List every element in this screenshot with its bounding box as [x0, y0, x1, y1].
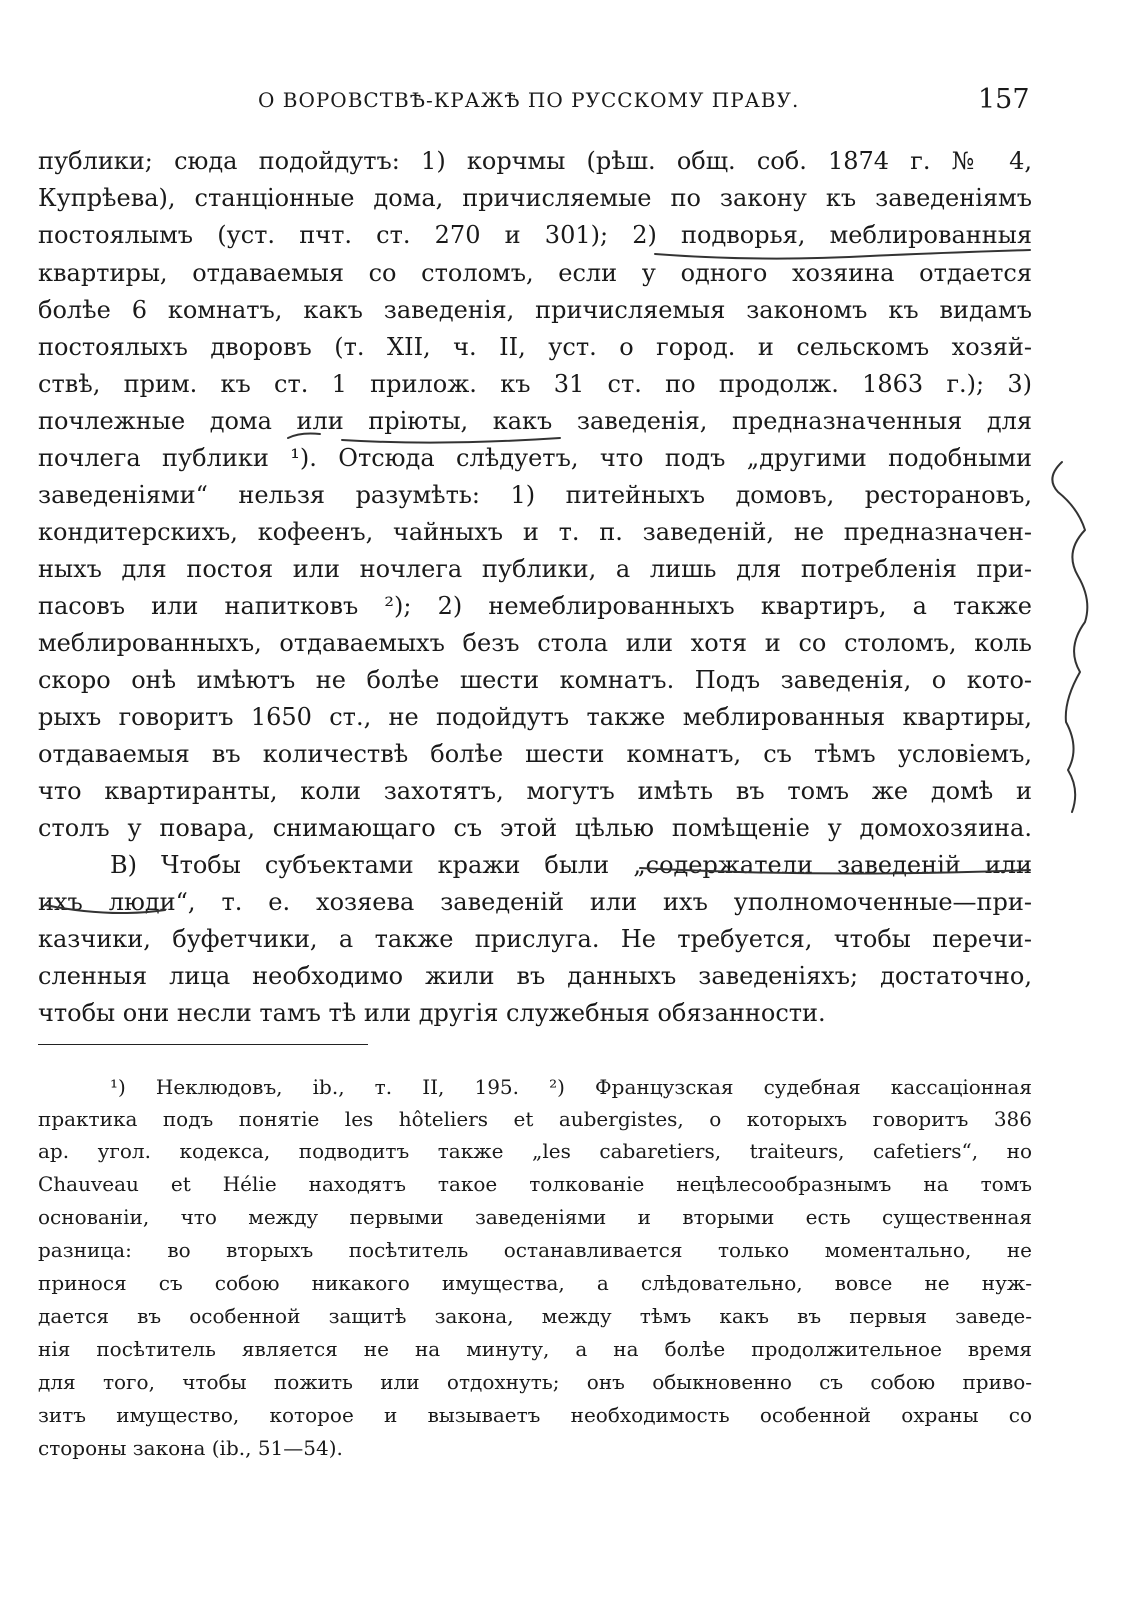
body-line: чтобы они несли тамъ тѣ или другія служебныя обязанности.: [38, 999, 826, 1027]
footnote-line: нія посѣтитель является не на минуту, а на болѣе продолжительное время: [38, 1337, 1032, 1361]
footnote-divider: [38, 1044, 368, 1045]
footnote-line: разница: во вторыхъ посѣтитель останавливается только моментально, не: [38, 1238, 1032, 1262]
footnote-line: Chauveau et Hélie находятъ такое толкованіе нецѣлесообразнымъ на томъ: [38, 1172, 1032, 1196]
footnote-line: принося съ собою никакого имущества, а слѣдовательно, вовсе не нуж-: [38, 1271, 1032, 1295]
footnote-line: дается въ особенной защитѣ закона, между тѣмъ какъ въ первыя заведе-: [38, 1304, 1032, 1328]
pencil-margin-bracket: [1052, 462, 1087, 812]
body-line: заведеніями“ нельзя разумѣть: 1) питейныхъ домовъ, ресторановъ,: [38, 481, 1032, 509]
body-line: столъ у повара, снимающаго съ этой цѣлью помѣщеніе у домохозяина.: [38, 814, 1032, 842]
body-line-indented: В) Чтобы субъектами кражи были „содержатели заведеній или: [110, 851, 1032, 879]
body-line: отдаваемыя въ количествѣ болѣе шести комнатъ, съ тѣмъ условіемъ,: [38, 740, 1032, 768]
body-line: ныхъ для постоя или ночлега публики, а лишь для потребленія при-: [38, 555, 1032, 583]
body-line: скоро онѣ имѣютъ не болѣе шести комнатъ. Подъ заведенія, о кото-: [38, 666, 1032, 694]
footnote-line-indented: ¹) Неклюдовъ, ib., т. II, 195. ²) Французская судебная кассаціонная: [110, 1075, 1032, 1099]
footnote-line: для того, чтобы пожить или отдохнуть; онъ обыкновенно съ собою приво-: [38, 1370, 1032, 1394]
body-line: болѣе 6 комнатъ, какъ заведенія, причисляемыя закономъ къ видамъ: [38, 296, 1032, 324]
body-line: постоялымъ (уст. пчт. ст. 270 и 301); 2) подворья, меблированныя: [38, 221, 1032, 249]
footnote-line: зитъ имущество, которое и вызываетъ необходимость особенной охраны со: [38, 1403, 1032, 1427]
footnote-line: ар. угол. кодекса, подводитъ также „les cabaretiers, traiteurs, cafetiers“, но: [38, 1139, 1032, 1163]
body-line: рыхъ говоритъ 1650 ст., не подойдутъ также меблированныя квартиры,: [38, 703, 1032, 731]
body-line: постоялыхъ дворовъ (т. XII, ч. II, уст. о город. и сельскомъ хозяй-: [38, 333, 1032, 361]
body-line: Купрѣева), станціонные дома, причисляемые по закону къ заведеніямъ: [38, 184, 1032, 212]
body-line: меблированныхъ, отдаваемыхъ безъ стола или хотя и со столомъ, коль: [38, 629, 1032, 657]
body-line: почлега публики ¹). Отсюда слѣдуетъ, что подъ „другими подобными: [38, 444, 1032, 472]
page-number: 157: [978, 84, 1030, 115]
footnote-line: основаніи, что между первыми заведеніями и вторыми есть существенная: [38, 1205, 1032, 1229]
body-line: почлежные дома или пріюты, какъ заведенія, предназначенныя для: [38, 407, 1032, 435]
body-line: сленныя лица необходимо жили въ данныхъ заведеніяхъ; достаточно,: [38, 962, 1032, 990]
body-line: кондитерскихъ, кофеенъ, чайныхъ и т. п. заведеній, не предназначен-: [38, 518, 1032, 546]
body-line: пасовъ или напитковъ ²); 2) немеблированныхъ квартиръ, а также: [38, 592, 1032, 620]
body-line: квартиры, отдаваемыя со столомъ, если у одного хозяина отдается: [38, 259, 1032, 287]
footnote-line: стороны закона (ib., 51—54).: [38, 1436, 343, 1460]
page-header: [0, 84, 1140, 128]
footnote-line: практика подъ понятіе les hôteliers et aubergistes, о которыхъ говоритъ 386: [38, 1107, 1032, 1131]
running-title: О ВОРОВСТВѢ-КРАЖѢ ПО РУССКОМУ ПРАВУ.: [258, 88, 800, 112]
body-line: казчики, буфетчики, а также прислуга. Не требуется, чтобы перечи-: [38, 925, 1032, 953]
body-line: ствѣ, прим. къ ст. 1 прилож. къ 31 ст. по продолж. 1863 г.); 3): [38, 370, 1032, 398]
body-line: публики; сюда подойдутъ: 1) корчмы (рѣш. общ. соб. 1874 г. № 4,: [38, 147, 1032, 175]
body-line: что квартиранты, коли захотятъ, могутъ имѣть въ томъ же домѣ и: [38, 777, 1032, 805]
body-line: ихъ люди“, т. е. хозяева заведеній или ихъ уполномоченные—при-: [38, 888, 1032, 916]
